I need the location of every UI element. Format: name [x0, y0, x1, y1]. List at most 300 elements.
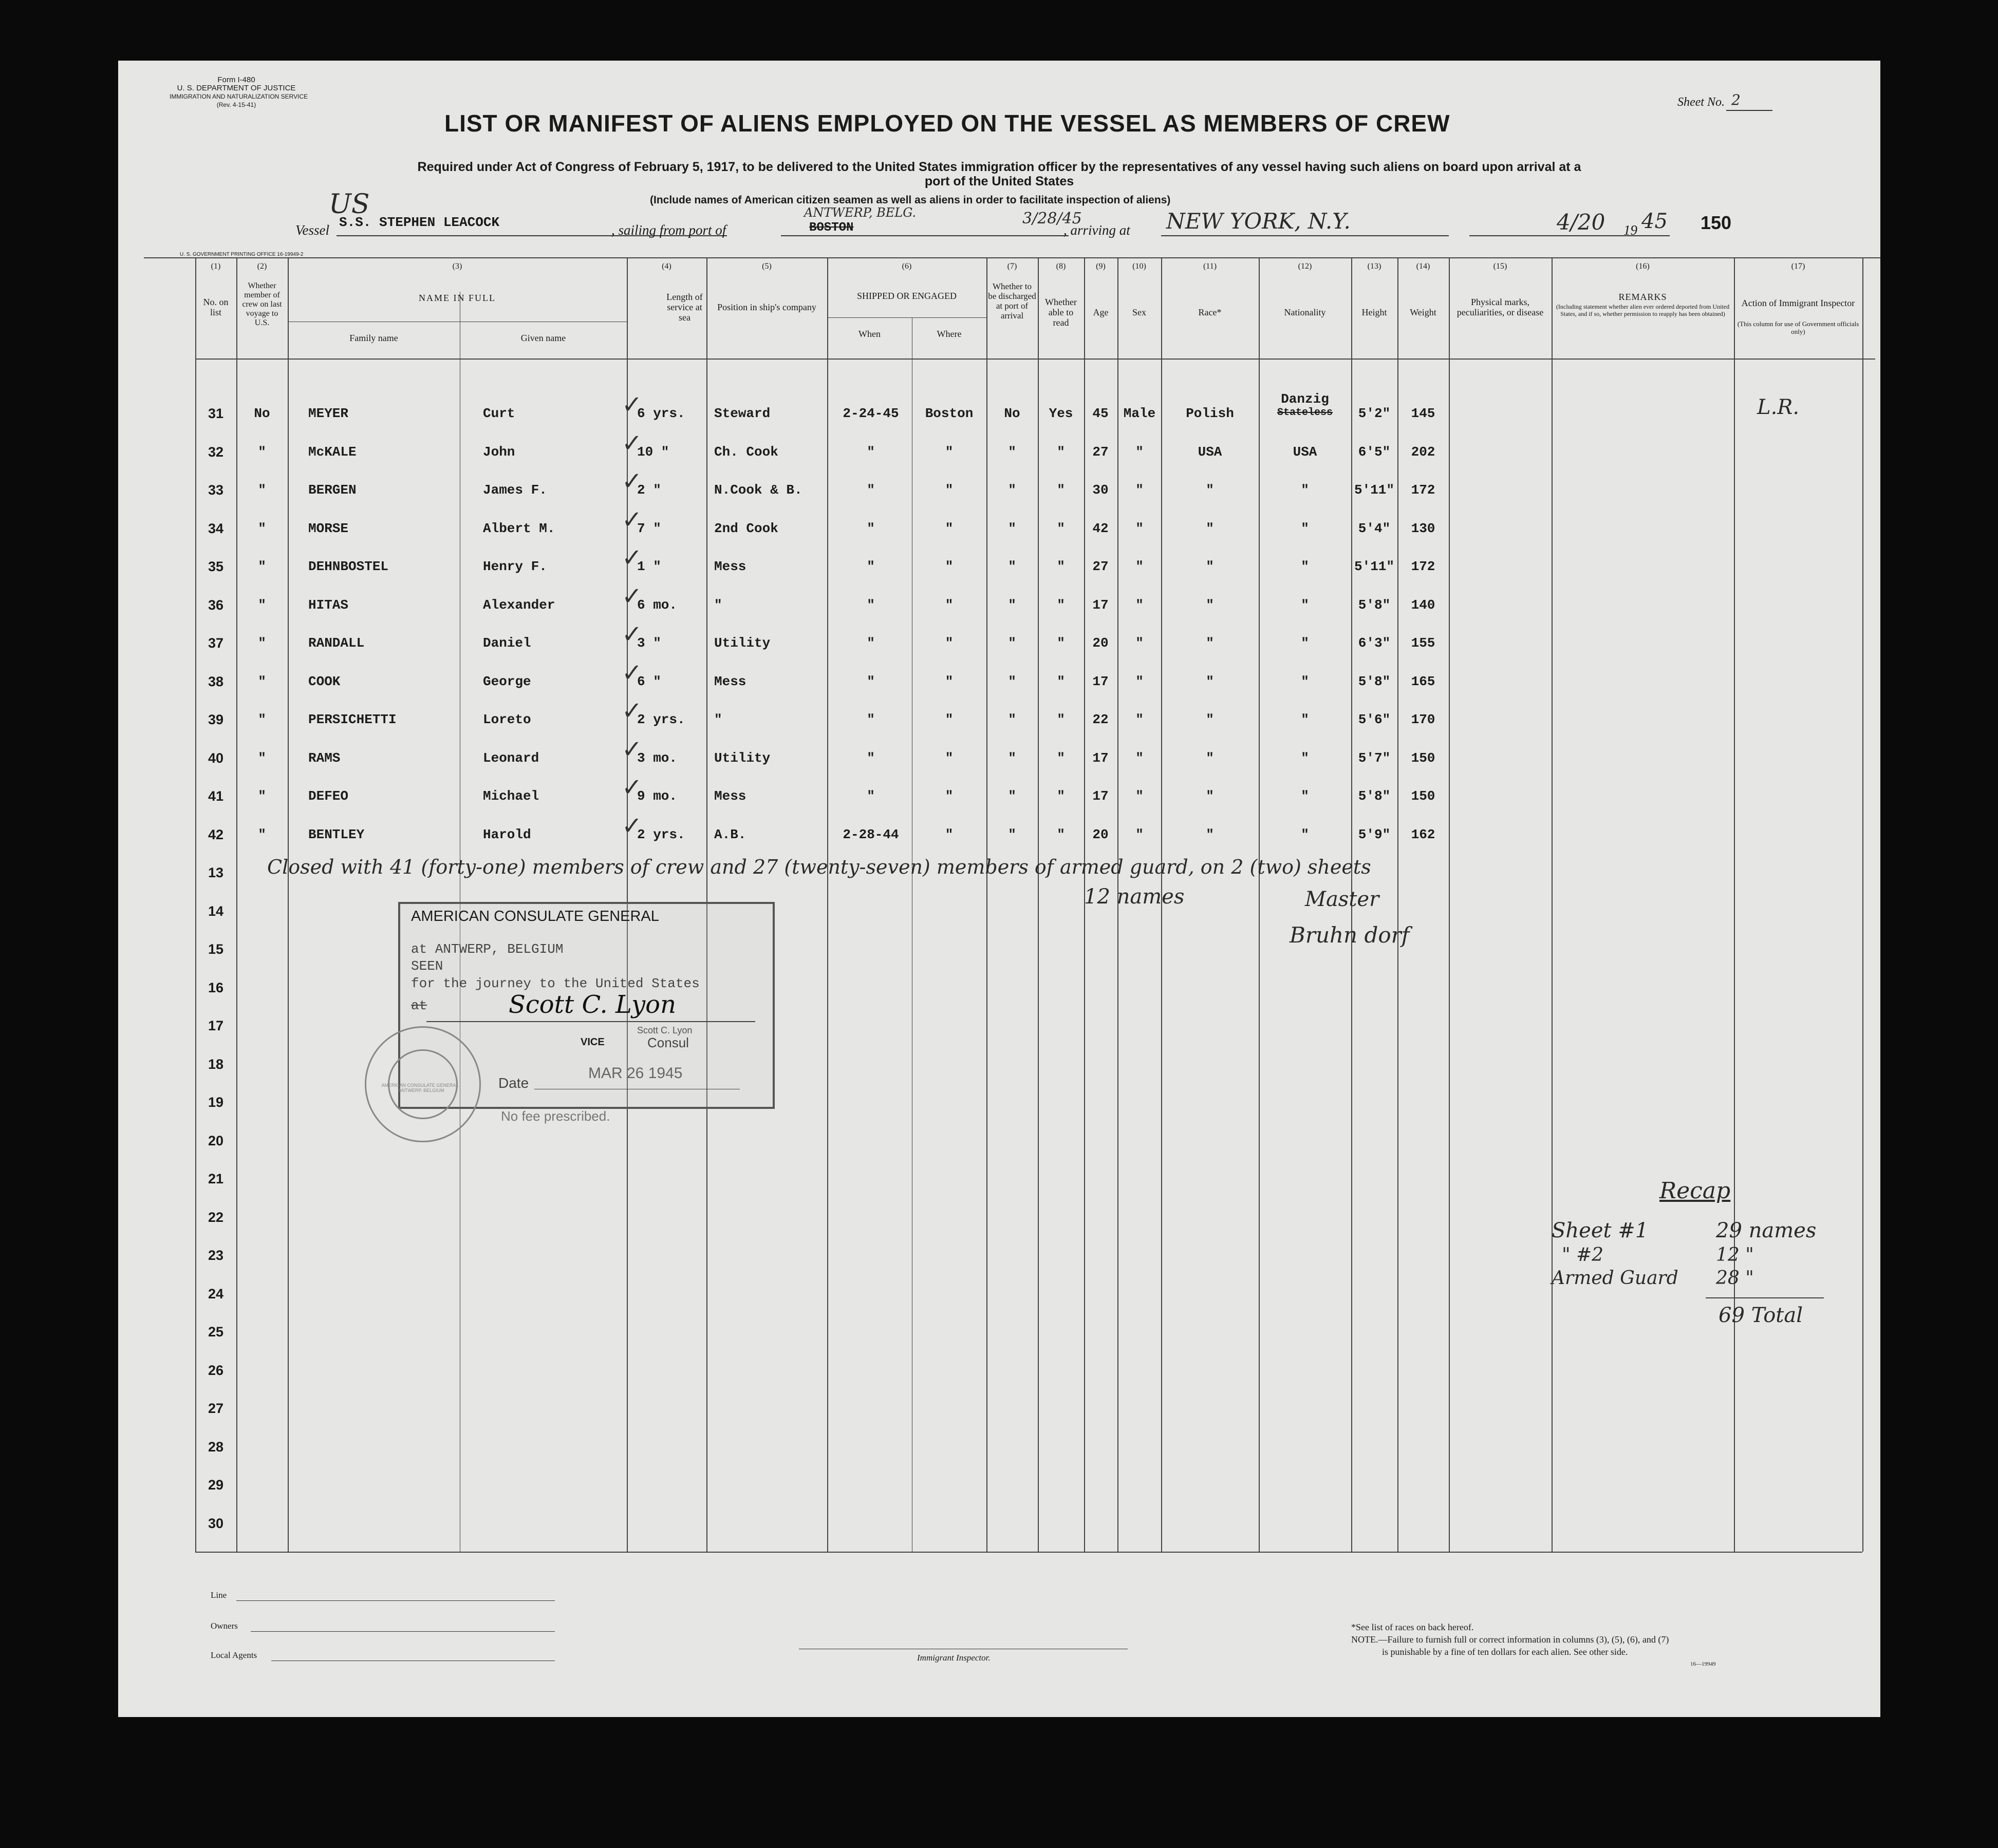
cell-where: ": [945, 559, 954, 574]
col-rule: [1552, 257, 1553, 1552]
cell-where: ": [945, 521, 954, 536]
cell-when: ": [867, 635, 875, 651]
cell-family: RAMS: [308, 750, 341, 766]
cell-position: ": [714, 597, 722, 613]
cell-crew: No: [254, 406, 270, 421]
row-number: 16: [208, 980, 224, 995]
cell-service: 10 ": [637, 444, 669, 460]
cell-read: ": [1057, 712, 1065, 727]
cell-crew: ": [258, 482, 266, 498]
cell-race: ": [1206, 597, 1214, 613]
cell-crew: ": [258, 559, 266, 574]
cell-read: ": [1057, 674, 1065, 689]
hdr-sex: Sex: [1132, 307, 1146, 317]
cell-age: 20: [1092, 827, 1109, 842]
cell-weight: 130: [1411, 521, 1435, 536]
footer-agents-label: Local Agents: [211, 1650, 257, 1660]
hdr-family-name: Family name: [349, 333, 398, 343]
hdr-able-to-read: Whether able to read: [1045, 297, 1077, 328]
arrival-date: 4/20: [1557, 210, 1605, 235]
check-mark-icon: ✓: [622, 774, 643, 801]
col-num-10: (10): [1132, 262, 1146, 271]
cell-where: Boston: [925, 406, 974, 421]
cell-when: ": [867, 750, 875, 766]
row-number: 39: [208, 712, 224, 727]
cell-age: 17: [1092, 674, 1109, 689]
check-mark-icon: ✓: [622, 430, 643, 457]
cell-age: 27: [1092, 559, 1109, 574]
check-mark-icon: ✓: [622, 813, 643, 840]
stamp-vice: VICE: [581, 1036, 605, 1048]
cell-race: ": [1206, 712, 1214, 727]
row-number: 41: [208, 788, 224, 804]
col-rule: [195, 257, 196, 1552]
cell-position: Mess: [714, 559, 746, 574]
gpo-imprint: U. S. GOVERNMENT PRINTING OFFICE 16-19949-2: [180, 252, 304, 257]
recap-total-rule: [1706, 1297, 1824, 1298]
cell-read: ": [1057, 597, 1065, 613]
row-number: 26: [208, 1363, 224, 1378]
cell-height: 5'6": [1358, 712, 1391, 727]
cell-service: 6 ": [637, 674, 661, 689]
cell-family: MEYER: [308, 406, 349, 421]
year-prefix: 19: [1623, 222, 1637, 238]
col-rule: [986, 257, 987, 1552]
stamp-typed-name: Scott C. Lyon: [637, 1025, 693, 1035]
cell-weight: 170: [1411, 712, 1435, 727]
col-num-4: (4): [662, 262, 671, 271]
row-number: 15: [208, 941, 224, 957]
cell-crew: ": [258, 521, 266, 536]
footer-owners-rule: [251, 1631, 555, 1632]
cell-given: Alexander: [483, 597, 555, 613]
row-number: 27: [208, 1401, 224, 1416]
cell-read: ": [1057, 559, 1065, 574]
cell-service: 2 yrs.: [637, 712, 685, 727]
row-number: 40: [208, 750, 224, 766]
cell-service: 2 yrs.: [637, 827, 685, 842]
port-handwritten: ANTWERP, BELG.: [804, 205, 917, 220]
port-struck: BOSTON: [809, 221, 854, 235]
cell-where: ": [945, 444, 954, 460]
cell-position: 2nd Cook: [714, 521, 778, 536]
cell-disch: ": [1008, 521, 1016, 536]
col-num-13: (13): [1367, 262, 1381, 271]
hdr-physical-marks: Physical marks, peculiarities, or disease: [1457, 297, 1544, 317]
port-underline: [781, 235, 1069, 236]
page-title: LIST OR MANIFEST OF ALIENS EMPLOYED ON THE VESSEL AS MEMBERS OF CREW: [444, 110, 1450, 137]
cell-where: ": [945, 597, 954, 613]
cell-when: ": [867, 444, 875, 460]
table-top-rule: [144, 257, 1880, 258]
revision: (Rev. 4-15-41): [216, 101, 256, 108]
cell-race: ": [1206, 788, 1214, 804]
cell-crew: ": [258, 827, 266, 842]
cell-sex: ": [1135, 635, 1144, 651]
cell-given: Albert M.: [483, 521, 555, 536]
cell-sex: ": [1135, 482, 1144, 498]
department: U. S. DEPARTMENT OF JUSTICE: [177, 84, 296, 92]
col-rule: [236, 257, 237, 1552]
subtitle-line1: Required under Act of Congress of February 5, 1917, to be delivered to the United States immigration officer by the representatives of any vessel having such aliens on board upon arrival at a: [417, 160, 1581, 174]
row-number: 31: [208, 406, 224, 421]
check-mark-icon: ✓: [622, 697, 643, 725]
row-number: 35: [208, 559, 224, 574]
col-num-9: (9): [1096, 262, 1106, 271]
cell-sex: ": [1135, 788, 1144, 804]
cell-when: ": [867, 788, 875, 804]
table-header-rule: [195, 359, 1875, 360]
row-number: 17: [208, 1018, 224, 1033]
sail-date: 3/28/45: [1022, 210, 1082, 228]
cell-position: Mess: [714, 788, 746, 804]
cell-service: 3 ": [637, 635, 661, 651]
form-id-block: [170, 76, 308, 109]
cell-disch: ": [1008, 597, 1016, 613]
cell-disch: ": [1008, 750, 1016, 766]
cell-weight: 172: [1411, 482, 1435, 498]
cell-nationality: ": [1301, 827, 1309, 842]
cell-age: 42: [1092, 521, 1109, 536]
cell-family: PERSICHETTI: [308, 712, 397, 727]
cell-weight: 155: [1411, 635, 1435, 651]
check-mark-icon: ✓: [622, 659, 643, 687]
cell-sex: ": [1135, 674, 1144, 689]
master-signature: Master: [1305, 888, 1379, 911]
cell-read: ": [1057, 788, 1065, 804]
col-num-6: (6): [902, 262, 912, 271]
hdr-race: Race*: [1198, 307, 1222, 317]
cell-age: 17: [1092, 788, 1109, 804]
cell-read: ": [1057, 444, 1065, 460]
col-num-3: (3): [452, 262, 462, 271]
col-rule: [827, 257, 828, 1552]
col-rule: [1038, 257, 1039, 1552]
arriving-label: , arriving at: [1063, 222, 1130, 238]
cell-height: 5'4": [1358, 521, 1391, 536]
cell-family: RANDALL: [308, 635, 365, 651]
cell-crew: ": [258, 788, 266, 804]
cell-nationality: ": [1301, 674, 1309, 689]
recap-label-1: Sheet #1: [1552, 1219, 1649, 1242]
hdr-action-note: (This column for use of Government officials only): [1737, 320, 1859, 335]
cell-disch: ": [1008, 444, 1016, 460]
row-number: 19: [208, 1095, 224, 1110]
cell-position: Utility: [714, 750, 771, 766]
cell-weight: 172: [1411, 559, 1435, 574]
cell-nationality: ": [1301, 788, 1309, 804]
cell-read: ": [1057, 482, 1065, 498]
cell-weight: 162: [1411, 827, 1435, 842]
cell-age: 22: [1092, 712, 1109, 727]
cell-race: ": [1206, 674, 1214, 689]
row-number: 42: [208, 827, 224, 842]
hdr-name-in-full: NAME IN FULL: [419, 293, 496, 303]
cell-family: DEFEO: [308, 788, 349, 804]
col-num-1: (1): [211, 262, 221, 271]
check-mark-icon: ✓: [622, 583, 643, 610]
cell-height: 5'8": [1358, 674, 1391, 689]
cell-disch: ": [1008, 635, 1016, 651]
shipped-header-rule: [827, 317, 986, 318]
cell-where: ": [945, 635, 954, 651]
row-number: 14: [208, 903, 224, 919]
footer-code: 16—19949: [1690, 1661, 1716, 1667]
cell-given: Henry F.: [483, 559, 547, 574]
cell-disch: ": [1008, 827, 1016, 842]
cell-disch: ": [1008, 788, 1016, 804]
row-number: 34: [208, 521, 224, 536]
cell-where: ": [945, 827, 954, 842]
arriving-port: NEW YORK, N.Y.: [1166, 209, 1351, 234]
col-num-7: (7): [1007, 262, 1017, 271]
cell-race: ": [1206, 827, 1214, 842]
cell-given: Michael: [483, 788, 539, 804]
col-num-12: (12): [1298, 262, 1312, 271]
row-number: 38: [208, 674, 224, 689]
stamp-signature-rule: [426, 1021, 755, 1022]
stamp-header: AMERICAN CONSULATE GENERAL: [411, 908, 659, 925]
col-rule: [1449, 257, 1450, 1552]
cell-position: ": [714, 712, 722, 727]
cell-where: ": [945, 712, 954, 727]
seal-text: AMERICAN CONSULATE GENERAL · ANTWERP, BELGIUM: [381, 1083, 461, 1093]
cell-family: MORSE: [308, 521, 349, 536]
col-rule: [288, 257, 289, 1552]
cell-given: John: [483, 444, 515, 460]
row-number: 25: [208, 1324, 224, 1340]
cell-sex: ": [1135, 521, 1144, 536]
cell-when: ": [867, 482, 875, 498]
cell-when: 2-24-45: [843, 406, 899, 421]
col-num-16: (16): [1636, 262, 1650, 271]
cell-service: 9 mo.: [637, 788, 678, 804]
stamp-date-label: Date: [498, 1075, 529, 1091]
cell-given: Leonard: [483, 750, 539, 766]
cell-age: 20: [1092, 635, 1109, 651]
cell-when: ": [867, 712, 875, 727]
stamp-struck: at: [411, 998, 427, 1013]
row-number: 28: [208, 1439, 224, 1455]
recap-label-2: " #2: [1562, 1244, 1604, 1266]
stamp-seen: SEEN: [411, 958, 443, 974]
vessel-name: S.S. STEPHEN LEACOCK: [339, 215, 500, 230]
cell-nationality-line2: Stateless: [1277, 407, 1333, 419]
cell-family: HITAS: [308, 597, 349, 613]
vessel-label: Vessel: [295, 222, 329, 238]
cell-position: Steward: [714, 406, 771, 421]
cell-sex: ": [1135, 712, 1144, 727]
footer-note-1: NOTE.—Failure to furnish full or correct information in columns (3), (5), (6), and (7): [1351, 1634, 1669, 1645]
subtitle-note: (Include names of American citizen seamen as well as aliens in order to facilitate inspection of aliens): [650, 194, 1171, 206]
usa-mark: US: [329, 189, 370, 220]
footer-note-2: is punishable by a fine of ten dollars for each alien. See other side.: [1382, 1647, 1628, 1657]
stamp-at: at ANTWERP, BELGIUM: [411, 941, 564, 957]
cell-height: 5'9": [1358, 827, 1391, 842]
hdr-age: Age: [1093, 307, 1109, 317]
cell-crew: ": [258, 674, 266, 689]
cell-where: ": [945, 788, 954, 804]
cell-weight: 150: [1411, 788, 1435, 804]
cell-service: 6 mo.: [637, 597, 678, 613]
col-num-8: (8): [1056, 262, 1066, 271]
cell-sex: ": [1135, 444, 1144, 460]
cell-race: ": [1206, 559, 1214, 574]
cell-race: ": [1206, 635, 1214, 651]
hdr-height: Height: [1361, 307, 1387, 317]
form-number: Form I-480: [217, 76, 255, 84]
cell-crew: ": [258, 635, 266, 651]
row-number: 33: [208, 482, 224, 498]
check-mark-icon: ✓: [622, 621, 643, 648]
recap-total: 69 Total: [1719, 1304, 1803, 1327]
cell-weight: 165: [1411, 674, 1435, 689]
cell-given: James F.: [483, 482, 547, 498]
footer-owners-label: Owners: [211, 1621, 238, 1631]
cell-nationality: ": [1301, 635, 1309, 651]
cell-nationality: ": [1301, 597, 1309, 613]
recap-value-2: 12 ": [1716, 1244, 1754, 1266]
sheet-number: 2: [1731, 91, 1741, 108]
cell-nationality: ": [1301, 559, 1309, 574]
col-num-5: (5): [762, 262, 772, 271]
cell-where: ": [945, 482, 954, 498]
cell-race: ": [1206, 482, 1214, 498]
hdr-action: Action of Immigrant Inspector: [1741, 298, 1855, 308]
check-mark-icon: ✓: [622, 506, 643, 534]
consul-signature: Scott C. Lyon: [509, 990, 676, 1019]
stamp-fee: No fee prescribed.: [501, 1108, 610, 1124]
cell-position: N.Cook & B.: [714, 482, 802, 498]
cell-when: ": [867, 597, 875, 613]
year-suffix: 45: [1641, 210, 1668, 233]
cell-read: Yes: [1049, 406, 1073, 421]
hdr-when: When: [858, 329, 881, 339]
cell-nationality: ": [1301, 712, 1309, 727]
date-underline: [1469, 235, 1670, 236]
cell-crew: ": [258, 597, 266, 613]
cell-crew: ": [258, 444, 266, 460]
closing-statement: Closed with 41 (forty-one) members of crew and 27 (twenty-seven) members of armed guard, on 2 (two) sheets: [267, 856, 1371, 878]
cell-disch: ": [1008, 559, 1016, 574]
cell-when: 2-28-44: [843, 827, 899, 842]
col-num-11: (11): [1203, 262, 1217, 271]
recap-value-3: 28 ": [1716, 1268, 1754, 1289]
hdr-where: Where: [937, 329, 962, 339]
cell-height: 5'2": [1358, 406, 1391, 421]
recap-label-3: Armed Guard: [1552, 1268, 1678, 1289]
check-mark-icon: ✓: [622, 544, 643, 572]
service: IMMIGRATION AND NATURALIZATION SERVICE: [170, 93, 308, 100]
cell-sex: Male: [1123, 406, 1156, 421]
footer-line-label: Line: [211, 1590, 227, 1600]
cell-position: Mess: [714, 674, 746, 689]
sailing-label: , sailing from port of: [611, 222, 726, 238]
cell-position: A.B.: [714, 827, 746, 842]
hdr-discharged: Whether to be discharged at port of arrival: [988, 281, 1036, 320]
col-num-2: (2): [257, 262, 267, 271]
hdr-nationality: Nationality: [1284, 307, 1326, 317]
cell-crew: ": [258, 750, 266, 766]
cell-sex: ": [1135, 750, 1144, 766]
cell-height: 6'5": [1358, 444, 1391, 460]
cell-nationality: ": [1301, 750, 1309, 766]
row-number: 21: [208, 1171, 224, 1186]
cell-nationality: ": [1301, 482, 1309, 498]
sheet-underline: [1726, 110, 1772, 111]
cell-nationality: Danzig: [1281, 391, 1329, 407]
cell-when: ": [867, 674, 875, 689]
row-number: 18: [208, 1057, 224, 1072]
cell-when: ": [867, 559, 875, 574]
hdr-given-name: Given name: [520, 333, 566, 343]
cell-service: 2 ": [637, 482, 661, 498]
cell-service: 3 mo.: [637, 750, 678, 766]
recap-value-1: 29 names: [1716, 1219, 1817, 1242]
stamp-consul: Consul: [647, 1035, 689, 1050]
cell-disch: ": [1008, 674, 1016, 689]
cell-sex: ": [1135, 559, 1144, 574]
cell-position: Ch. Cook: [714, 444, 778, 460]
cell-where: ": [945, 674, 954, 689]
row-number: 37: [208, 635, 224, 651]
cell-family: DEHNBOSTEL: [308, 559, 389, 574]
sheet-label: Sheet No.: [1677, 96, 1725, 109]
cell-family: BERGEN: [308, 482, 357, 498]
row-number: 22: [208, 1210, 224, 1225]
cell-height: 5'11": [1354, 559, 1394, 574]
master-signature-2: Bruhn dorf: [1290, 922, 1410, 948]
check-mark-icon: ✓: [622, 391, 643, 419]
cell-weight: 140: [1411, 597, 1435, 613]
cell-given: Daniel: [483, 635, 531, 651]
cell-sex: ": [1135, 597, 1144, 613]
row-number: 20: [208, 1133, 224, 1148]
hdr-remarks-note: (Including statement whether alien ever ordered deported from United States, and if so, whether permission to reapply has been obtained): [1556, 303, 1730, 317]
cell-family: BENTLEY: [308, 827, 365, 842]
cell-age: 17: [1092, 597, 1109, 613]
cell-nationality: ": [1301, 521, 1309, 536]
cell-disch: No: [1004, 406, 1020, 421]
cell-height: 5'8": [1358, 788, 1391, 804]
cell-service: 6 yrs.: [637, 406, 685, 421]
cell-crew: ": [258, 712, 266, 727]
cell-given: Harold: [483, 827, 531, 842]
hdr-position: Position in ship's company: [717, 302, 816, 312]
cell-weight: 150: [1411, 750, 1435, 766]
cell-disch: ": [1008, 712, 1016, 727]
cell-age: 30: [1092, 482, 1109, 498]
stamp-journey: for the journey to the United States: [411, 976, 700, 991]
table-bottom-rule: [195, 1552, 1862, 1553]
col-rule: [1862, 257, 1863, 1552]
cell-where: ": [945, 750, 954, 766]
cell-nationality: USA: [1293, 444, 1317, 460]
cell-race: Polish: [1186, 406, 1234, 421]
col-num-14: (14): [1416, 262, 1430, 271]
page-number: 150: [1701, 212, 1732, 233]
closing-names-count: 12 names: [1084, 885, 1185, 909]
recap-title: Recap: [1659, 1178, 1731, 1204]
col-num-17: (17): [1791, 262, 1805, 271]
cell-age: 45: [1092, 406, 1109, 421]
cell-when: ": [867, 521, 875, 536]
col-rule: [1259, 257, 1260, 1552]
col-num-15: (15): [1493, 262, 1507, 271]
cell-given: Loreto: [483, 712, 531, 727]
subtitle: [164, 160, 1834, 188]
check-mark-icon: ✓: [622, 736, 643, 763]
